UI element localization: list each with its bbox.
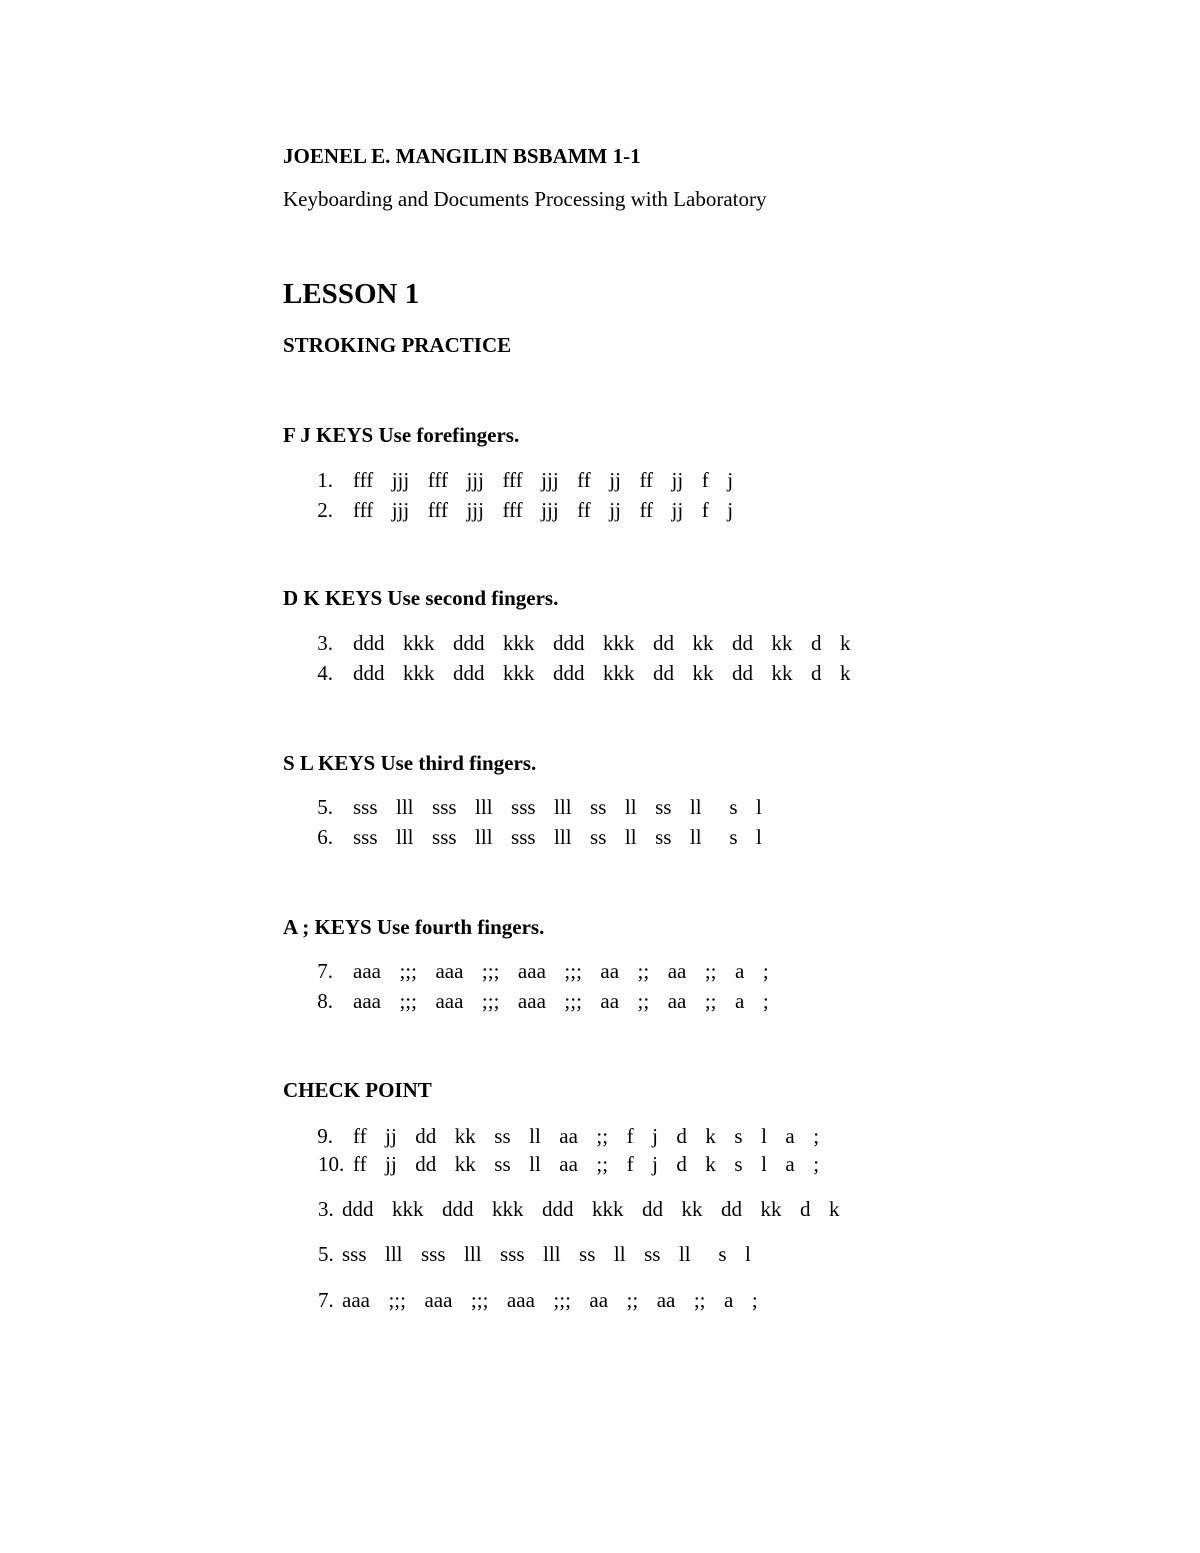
drill-number: 5.	[317, 795, 333, 819]
drill-number: 5.	[318, 1242, 334, 1266]
drill-line: sss lll sss lll sss lll ss ll ss ll s l	[353, 825, 762, 849]
lesson-title: LESSON 1	[283, 278, 420, 310]
drill-number: 6.	[317, 825, 333, 849]
drill-number: 10.	[318, 1152, 345, 1176]
drill-line: fff jjj fff jjj fff jjj ff jj ff jj f j	[353, 468, 734, 492]
student-name-heading: JOENEL E. MANGILIN BSBAMM 1-1	[283, 144, 641, 168]
drill-line: sss lll sss lll sss lll ss ll ss ll s l	[353, 795, 762, 819]
drill-number: 9.	[317, 1124, 333, 1148]
checkpoint-heading: CHECK POINT	[283, 1078, 432, 1102]
drill-line: fff jjj fff jjj fff jjj ff jj ff jj f j	[353, 498, 734, 522]
drill-number: 1.	[317, 468, 333, 492]
drill-line: aaa ;;; aaa ;;; aaa ;;; aa ;; aa ;; a ;	[353, 959, 769, 983]
checkpoint-line: ff jj dd kk ss ll aa ;; f j d k s l a ;	[353, 1152, 820, 1176]
section-heading-dk: D K KEYS Use second fingers.	[283, 586, 559, 610]
section-heading-fj: F J KEYS Use forefingers.	[283, 423, 520, 447]
section-heading-sl: S L KEYS Use third fingers.	[283, 751, 537, 775]
drill-number: 8.	[317, 989, 333, 1013]
drill-number: 3.	[318, 1197, 334, 1221]
lesson-subtitle: STROKING PRACTICE	[283, 333, 512, 357]
drill-line: ddd kkk ddd kkk ddd kkk dd kk dd kk d k	[353, 661, 851, 685]
checkpoint-line: sss lll sss lll sss lll ss ll ss ll s l	[342, 1242, 751, 1266]
section-heading-a-semicolon: A ; KEYS Use fourth fingers.	[283, 915, 545, 939]
drill-number: 7.	[318, 1288, 334, 1312]
drill-number: 3.	[317, 631, 333, 655]
checkpoint-line: ff jj dd kk ss ll aa ;; f j d k s l a ;	[353, 1124, 820, 1148]
checkpoint-line: aaa ;;; aaa ;;; aaa ;;; aa ;; aa ;; a ;	[342, 1288, 758, 1312]
course-title: Keyboarding and Documents Processing with Laboratory	[283, 187, 767, 211]
drill-number: 4.	[317, 661, 333, 685]
checkpoint-line: ddd kkk ddd kkk ddd kkk dd kk dd kk d k	[342, 1197, 840, 1221]
drill-number: 7.	[317, 959, 333, 983]
drill-line: aaa ;;; aaa ;;; aaa ;;; aa ;; aa ;; a ;	[353, 989, 769, 1013]
drill-line: ddd kkk ddd kkk ddd kkk dd kk dd kk d k	[353, 631, 851, 655]
drill-number: 2.	[317, 498, 333, 522]
